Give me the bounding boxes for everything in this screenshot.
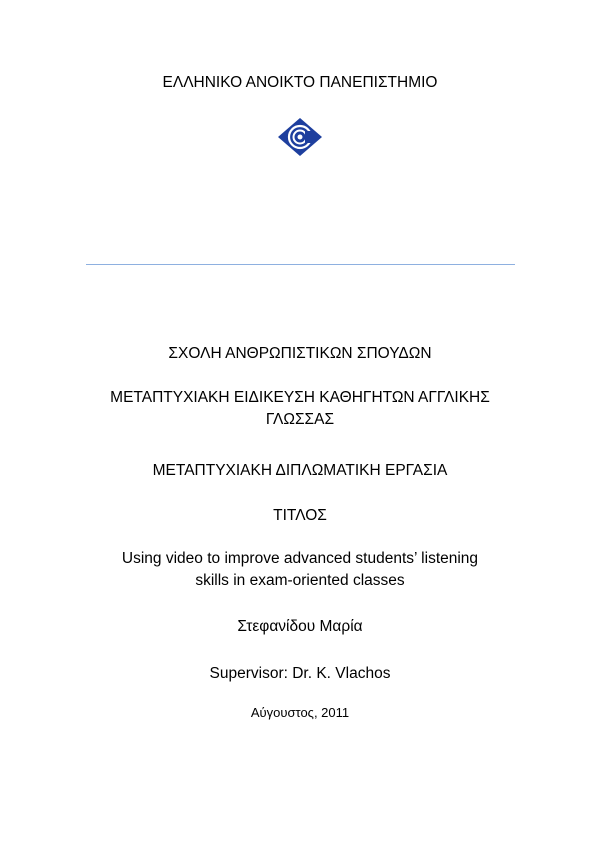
divider-line: [86, 264, 515, 265]
title-label: ΤΙΤΛΟΣ: [273, 507, 327, 524]
supervisor-line: Supervisor: Dr. K. Vlachos: [209, 665, 391, 682]
thesis-type: ΜΕΤΑΠΤΥΧΙΑΚΗ ΔΙΠΛΩΜΑΤΙΚΗ ΕΡΓΑΣΙΑ: [152, 462, 448, 479]
thesis-title-line-1: Using video to improve advanced students’ listening: [121, 550, 479, 567]
author-name: Στεφανίδου Μαρία: [237, 618, 363, 635]
institution-name: ΕΛΛΗΝΙΚΟ ΑΝΟΙΚΤΟ ΠΑΝΕΠΙΣΤΗΜΙΟ: [162, 74, 438, 91]
date-line: Αύγουστος, 2011: [250, 705, 350, 720]
school-name: ΣΧΟΛΗ ΑΝΘΡΩΠΙΣΤΙΚΩΝ ΣΠΟΥΔΩΝ: [168, 345, 432, 362]
program-line-1: ΜΕΤΑΠΤΥΧΙΑΚΗ ΕΙΔΙΚΕΥΣΗ ΚΑΘΗΓΗΤΩΝ ΑΓΓΛΙΚΗΣ: [110, 389, 490, 406]
program-line-2: ΓΛΩΣΣΑΣ: [265, 411, 335, 428]
university-emblem-icon: [277, 117, 323, 157]
thesis-title-line-2: skills in exam-oriented classes: [195, 572, 405, 589]
